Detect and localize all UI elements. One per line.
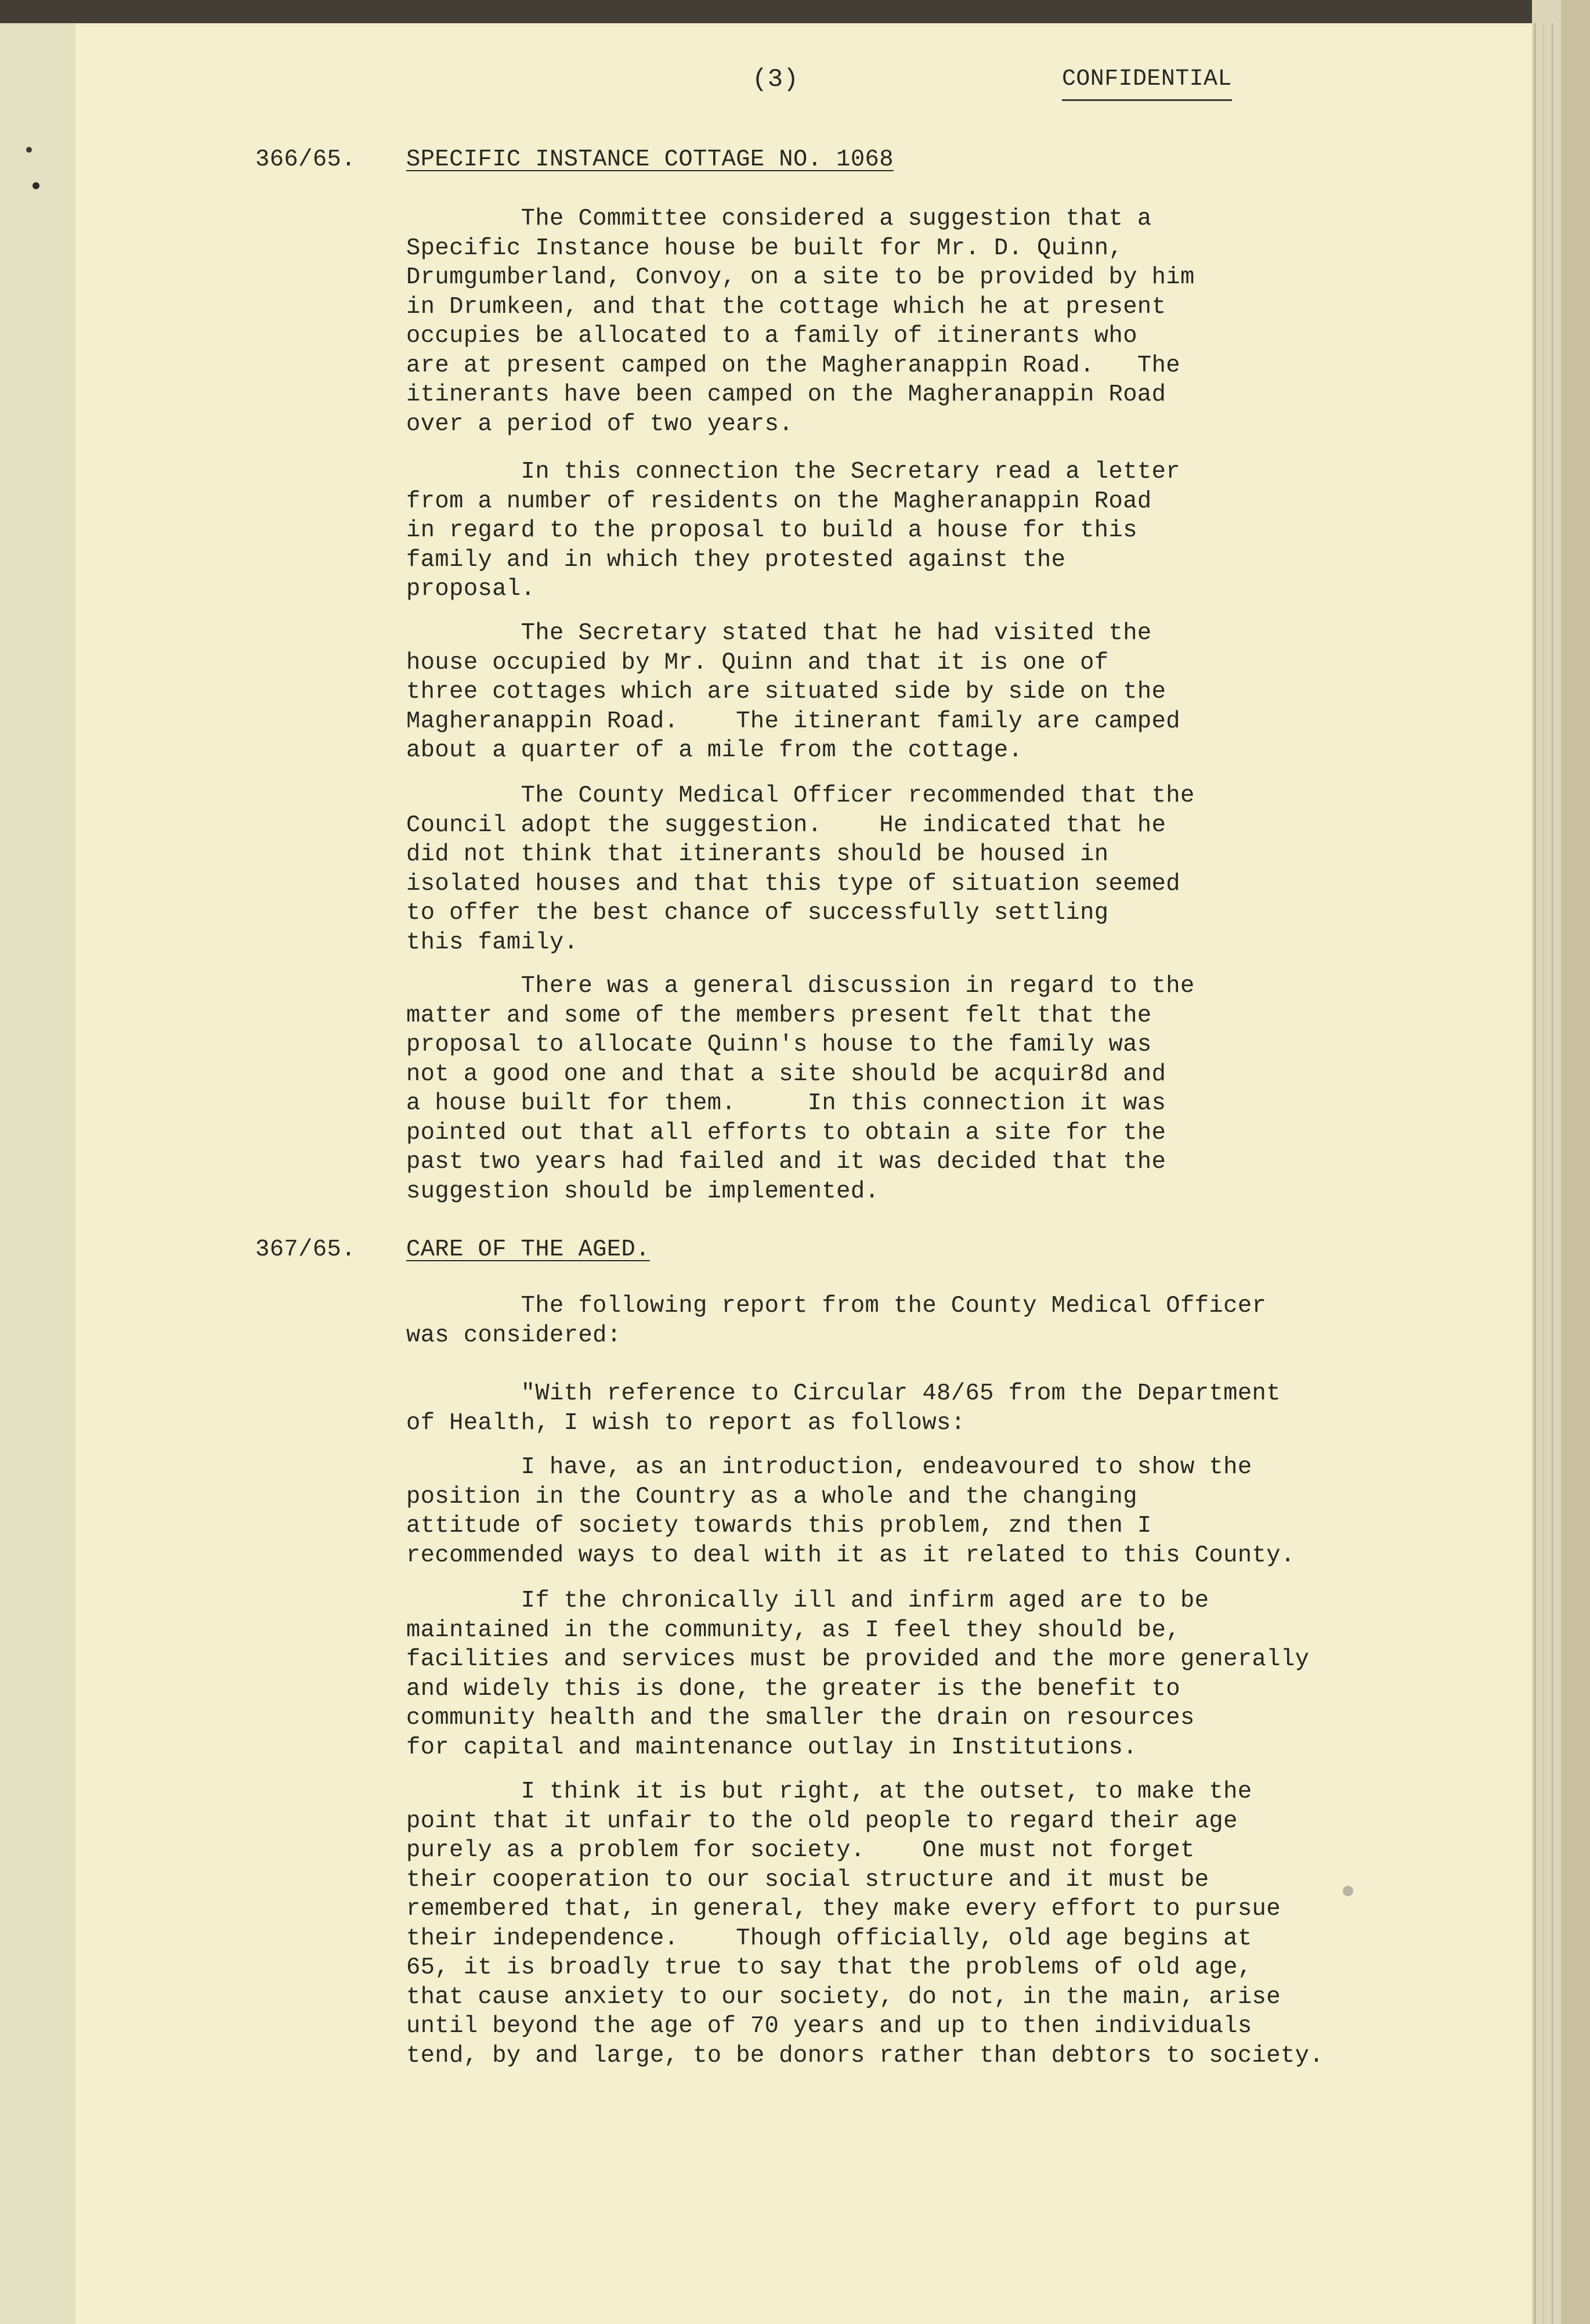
- minute-367-paragraph-1: The following report from the County Medical Officer was considered:: [406, 1293, 1267, 1349]
- minute-367-paragraph-5: I think it is but right, at the outset, to make the point that it unfair to the old people to regard their age purely as a problem for society. One must not forget their cooperation to our social structure and it must be remembered that, in general, they make every effort to pursue their independence. Though officially, old age begins at 65, it is broadly true to say that the problems of old age, that cause anxiety to our society, do not, in the main, arise until beyond the age of 70 years and up to then individuals tend, by and large, to be donors rather than debtors to society.: [406, 1778, 1324, 2069]
- confidential-label: CONFIDENTIAL: [1062, 65, 1232, 101]
- minute-366-paragraph-1: The Committee considered a suggestion that a Specific Instance house be built for Mr. D. Quinn, Drumgumberland, Convoy, on a site to be provided by him in Drumkeen, and that the cottage which he at present occupies be allocated to a family of itinerants who are at present camped on the Magheranappin Road. The itinerants have been camped on the Magheranappin Road over a period of two years.: [406, 205, 1195, 438]
- minute-367-paragraph-3: I have, as an introduction, endeavoured to show the position in the Country as a whole and the changing attitude of society towards this problem, znd then I recommended ways to deal with it as it related to this County.: [406, 1454, 1295, 1569]
- minute-number: 367/65.: [255, 1236, 356, 1263]
- minute-number: 366/65.: [255, 146, 356, 173]
- minute-366-paragraph-3: The Secretary stated that he had visited the house occupied by Mr. Quinn and that it is one of three cottages which are situated side by side on the Magheranappin Road. The itinerant family are camped about a quarter of a mile from the cottage.: [406, 620, 1181, 764]
- minute-366-paragraph-4: The County Medical Officer recommended that the Council adopt the suggestion. He indicated that he did not think that itinerants should be housed in isolated houses and that this type of situation seemed to offer the best chance of successfully settling this family.: [406, 782, 1195, 956]
- minute-366-paragraph-2: In this connection the Secretary read a letter from a number of residents on the Magheranappin Road in regard to the proposal to build a house for this family and in which they protested against the proposal.: [406, 459, 1181, 602]
- minute-366-paragraph-5: There was a general discussion in regard to the matter and some of the members present felt that the proposal to allocate Quinn's house to the family was not a good one and that a site should be acquir8d and a house built for them. In this connection it was pointed out that all efforts to obtain a site for the past two years had failed and it was decided that the suggestion should be implemented.: [406, 973, 1195, 1205]
- minute-title: SPECIFIC INSTANCE COTTAGE NO. 1068: [406, 146, 894, 173]
- page-number: (3): [752, 65, 799, 94]
- minute-367-paragraph-2: "With reference to Circular 48/65 from the Department of Health, I wish to report as follows:: [406, 1380, 1281, 1437]
- minute-367-paragraph-4: If the chronically ill and infirm aged are to be maintained in the community, as I feel they should be, facilities and services must be provided and the more generally and widely this is done, the greater is the benefit to community health and the smaller the drain on resources for capital and maintenance outlay in Institutions.: [406, 1587, 1310, 1761]
- minute-title: CARE OF THE AGED.: [406, 1236, 650, 1263]
